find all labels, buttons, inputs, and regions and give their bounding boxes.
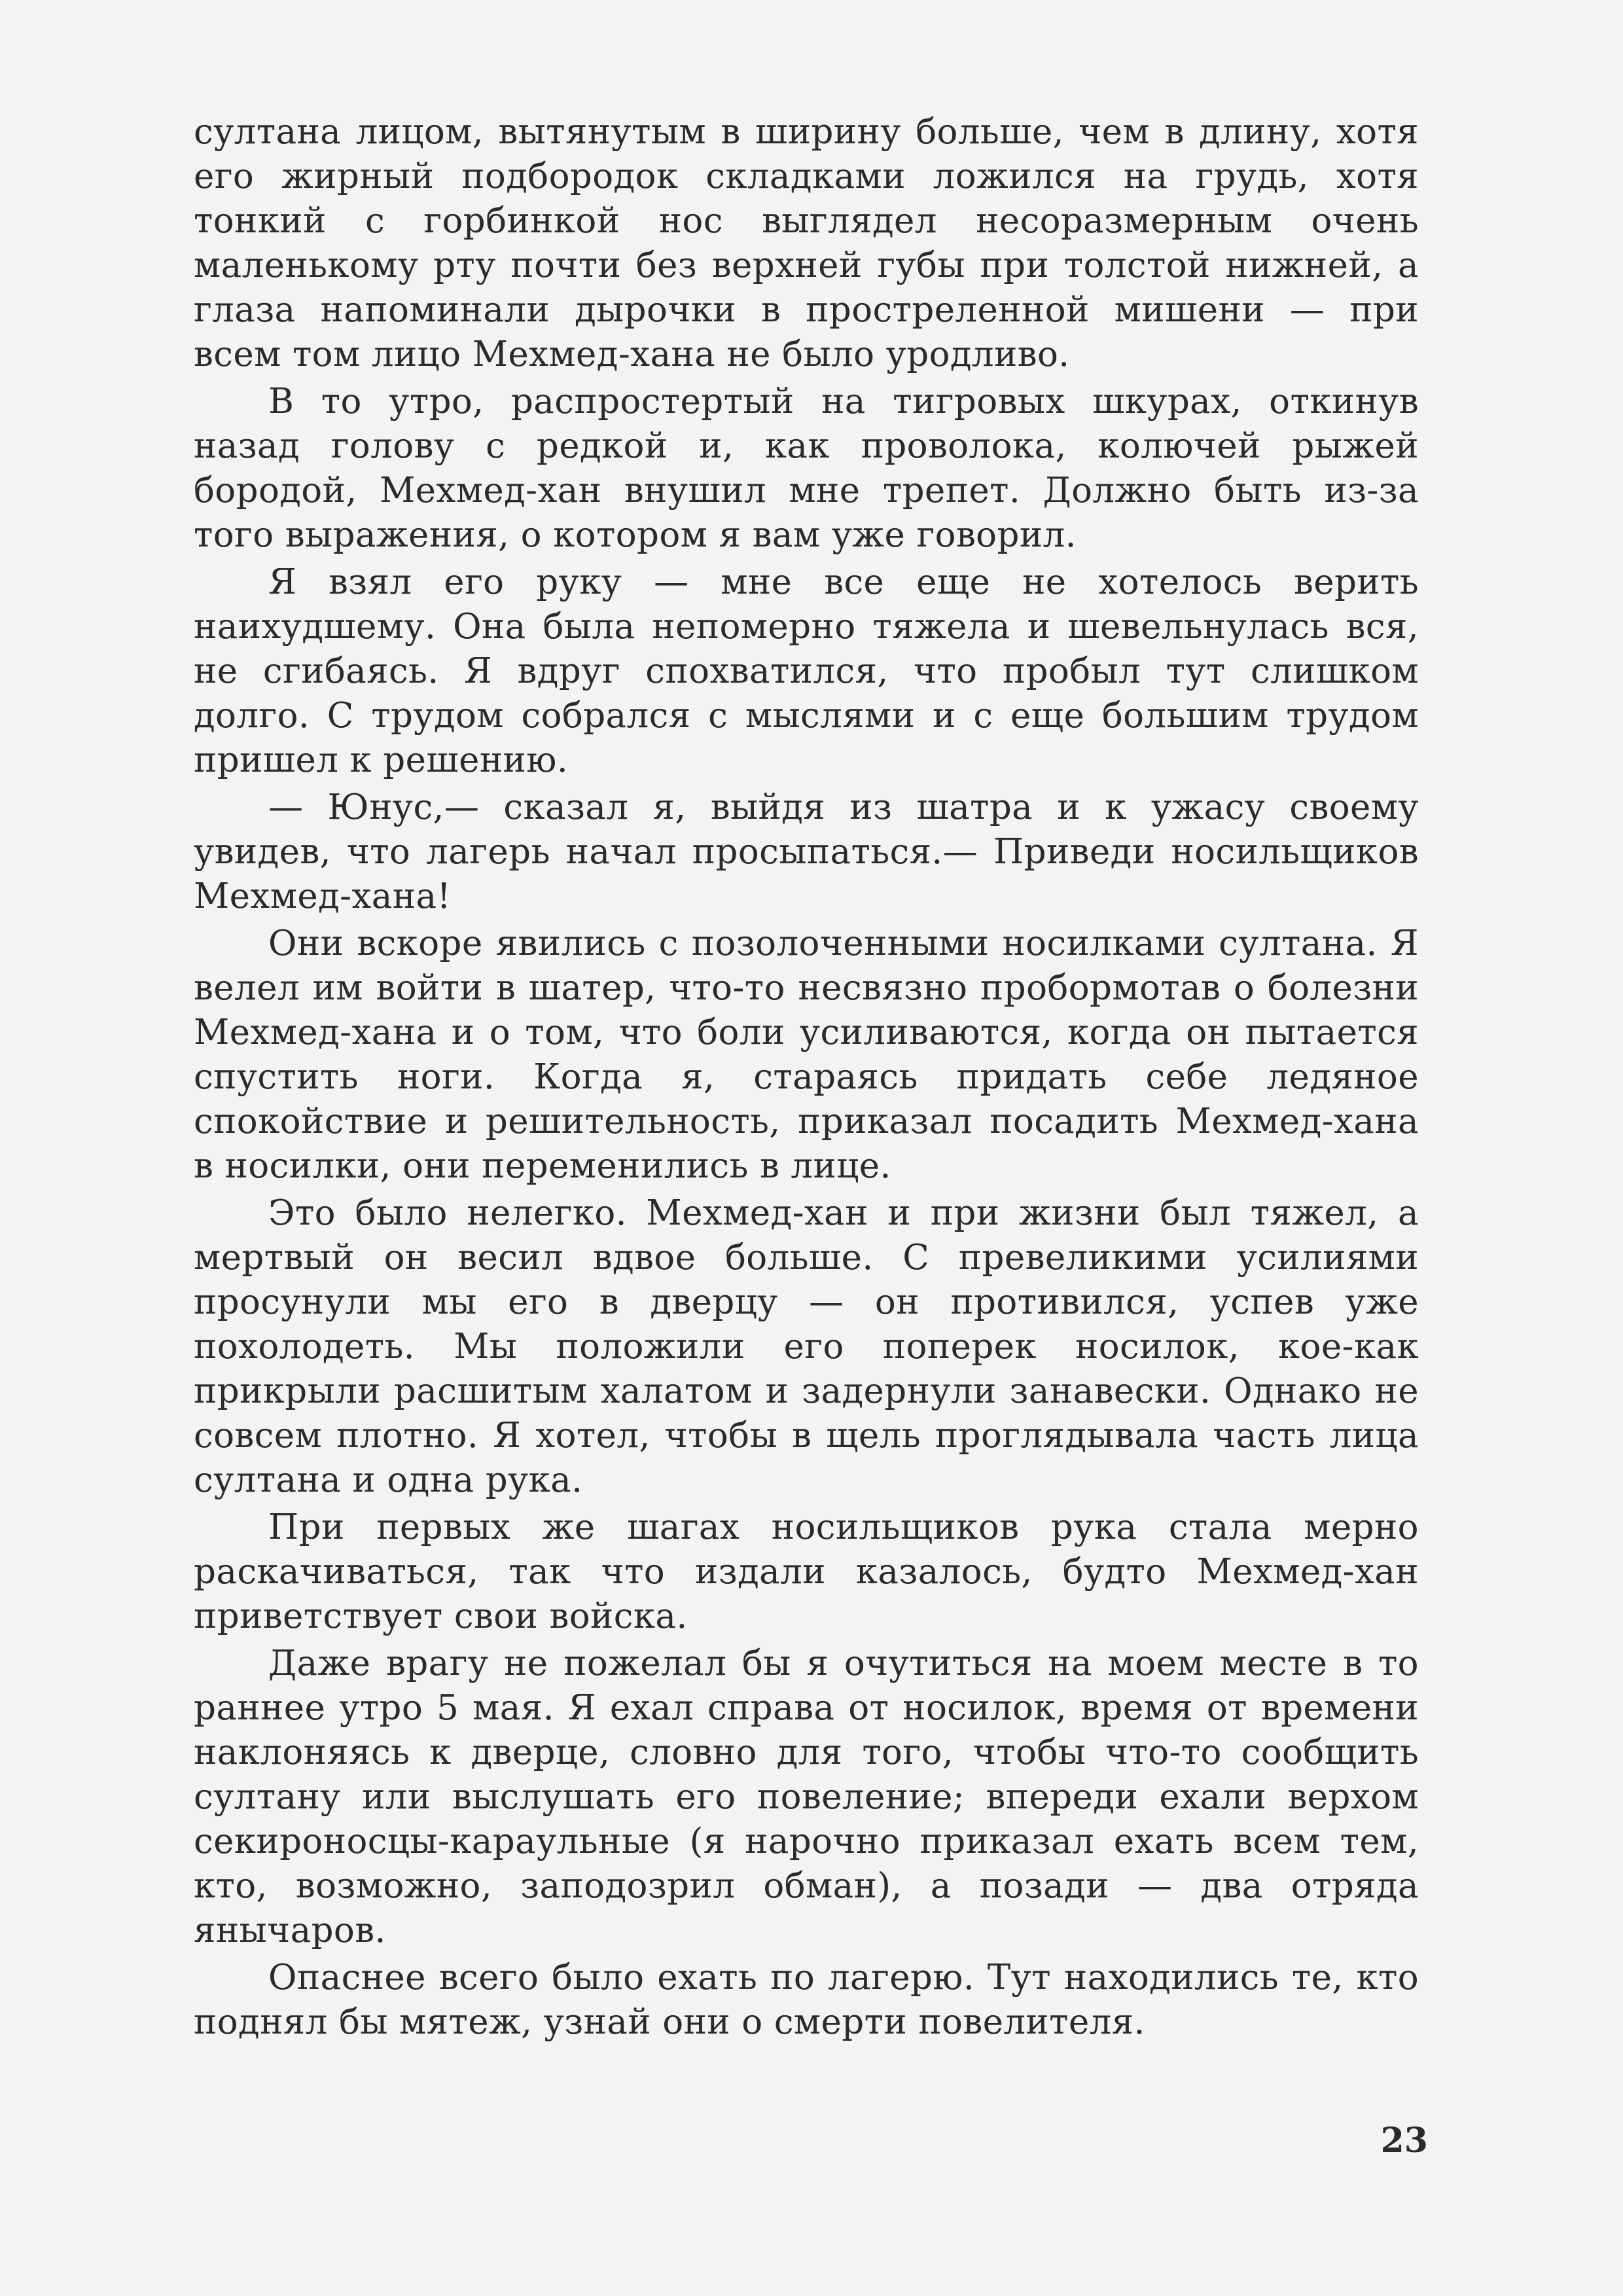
page-number: 23 xyxy=(1380,2121,1428,2161)
paragraph-7: При первых же шагах носильщиков рука стала мерно раскачиваться, так что издали казалось, будто Мехмед-хан приветствует свои войска. xyxy=(194,1507,1419,1636)
paragraph-6: Это было нелегко. Мехмед-хан и при жизни был тяжел, а мертвый он весил вдвое больше. С превеликими усилиями просунули мы его в дверцу — он противился, успев уже похолодеть. Мы положили его поперек носилок, кое-как прикрыли расшитым халатом и задернули занавески. Однако не совсем плотно. Я хотел, чтобы в щель проглядывала часть лица султана и одна рука. xyxy=(194,1193,1419,1500)
paragraph-3: Я взял его руку — мне все еще не хотелось верить наихудшему. Она была непомерно тяжела и шевельнулась вся, не сгибаясь. Я вдруг спохватился, что пробыл тут слишком долго. С трудом собрался с мыслями и с еще большим трудом пришел к решению. xyxy=(194,562,1419,780)
paragraph-8: Даже врагу не пожелал бы я очутиться на моем месте в то раннее утро 5 мая. Я ехал справа от носилок, время от времени наклоняясь к дверце, словно для того, чтобы что-то сообщить султану или выслушать его повеление; впереди ехали верхом секироносцы-караульные (я нарочно приказал ехать всем тем, кто, возможно, заподозрил обман), а позади — два отряда янычаров. xyxy=(194,1643,1419,1950)
body-text xyxy=(194,110,1419,2047)
paragraph-4: — Юнус,— сказал я, выйдя из шатра и к ужасу своему увидев, что лагерь начал просыпаться.— Приведи носильщиков Мехмед-хана! xyxy=(194,787,1419,916)
paragraph-2: В то утро, распростертый на тигровых шкурах, откинув назад голову с редкой и, как проволока, колючей рыжей бородой, Мехмед-хан внушил мне трепет. Должно быть из-за того выражения, о котором я вам уже говорил. xyxy=(194,382,1419,555)
paragraph-5: Они вскоре явились с позолоченными носилками султана. Я велел им войти в шатер, что-то несвязно пробормотав о болезни Мехмед-хана и о том, что боли усиливаются, когда он пытается спустить ноги. Когда я, стараясь придать себе ледяное спокойствие и решительность, приказал посадить Мехмед-хана в носилки, они переменились в лице. xyxy=(194,924,1419,1186)
paragraph-1: султана лицом, вытянутым в ширину больше, чем в длину, хотя его жирный подбородок складками ложился на грудь, хотя тонкий с горбинкой нос выглядел несоразмерным очень маленькому рту почти без верхней губы при толстой нижней, а глаза напоминали дырочки в простреленной мишени — при всем том лицо Мехмед-хана не было уродливо. xyxy=(194,112,1419,374)
paragraph-9: Опаснее всего было ехать по лагерю. Тут находились те, кто поднял бы мятеж, узнай они о смерти повелителя. xyxy=(194,1958,1419,2042)
